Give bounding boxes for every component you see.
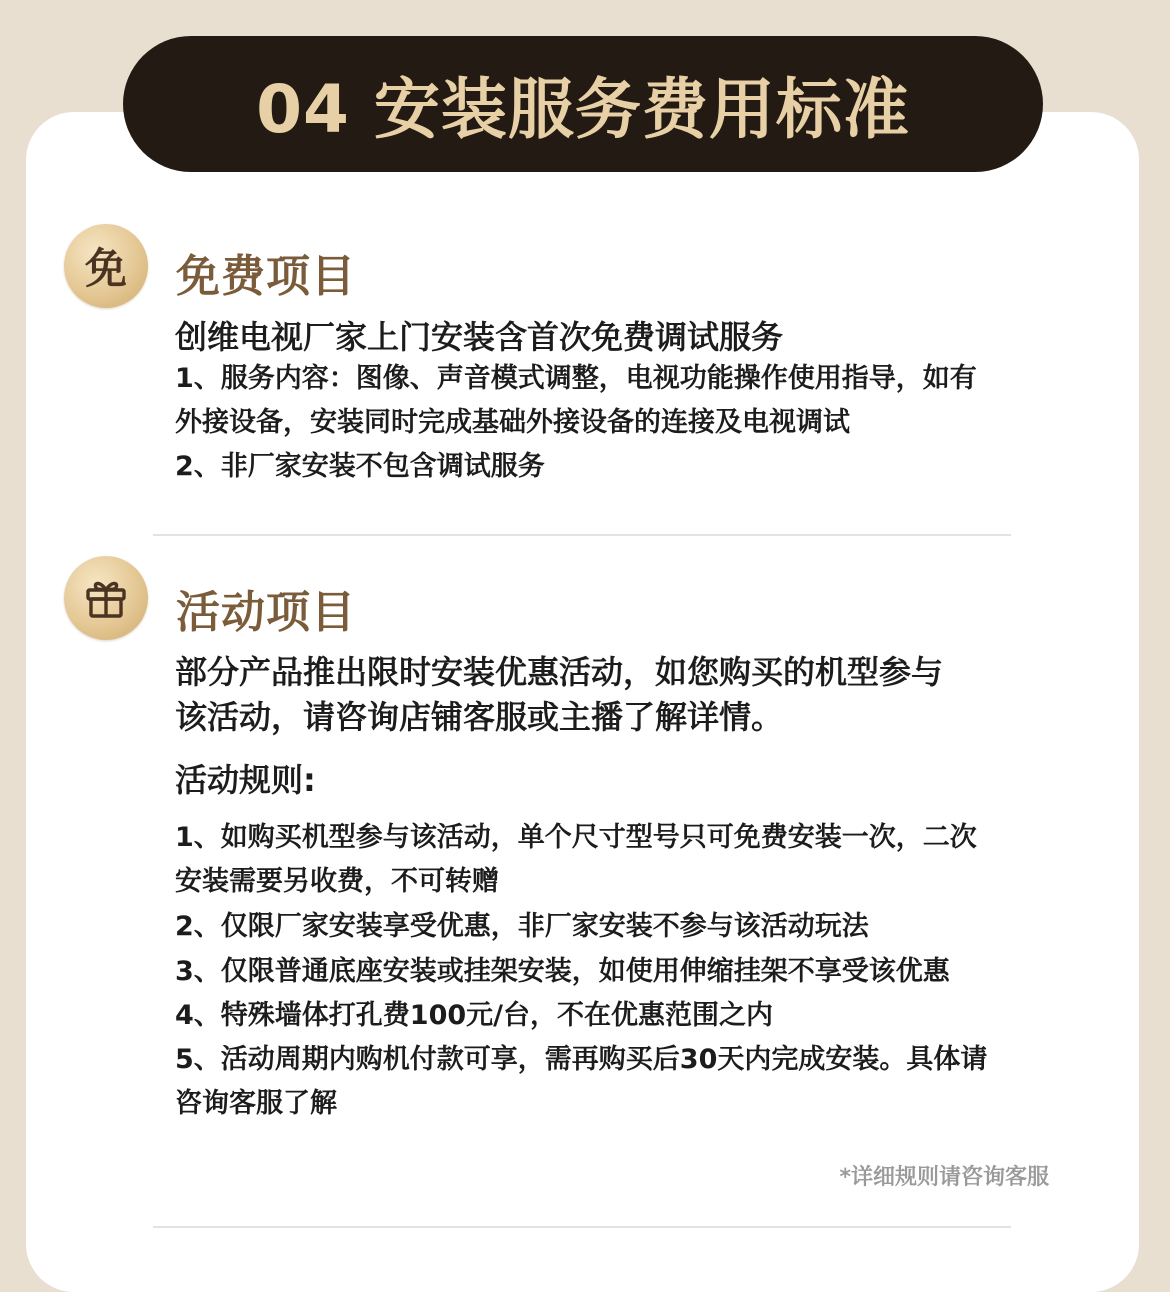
section-divider <box>153 534 1011 536</box>
rule-1-line-2: 安装需要另收费，不可转赠 <box>175 866 499 897</box>
gift-badge <box>64 556 148 640</box>
rule-3: 3、仅限普通底座安装或挂架安装，如使用伸缩挂架不享受该优惠 <box>175 956 950 987</box>
page-title: 04 安装服务费用标准 <box>256 70 910 148</box>
rule-1-line-1: 1、如购买机型参与该活动，单个尺寸型号只可免费安装一次，二次 <box>175 822 977 853</box>
rule-5-line-1: 5、活动周期内购机付款可享，需再购买后30天内完成安装。具体请 <box>175 1044 988 1075</box>
free-badge-char: 免 <box>84 244 127 293</box>
free-item-2: 2、非厂家安装不包含调试服务 <box>175 451 545 482</box>
activity-desc-line-1: 部分产品推出限时安装优惠活动，如您购买的机型参与 <box>175 653 944 691</box>
rule-4: 4、特殊墙体打孔费100元/台，不在优惠范围之内 <box>175 1000 774 1031</box>
activity-desc-line-2: 该活动，请咨询店铺客服或主播了解详情。 <box>175 698 784 736</box>
free-badge-icon <box>64 224 148 308</box>
bottom-divider <box>153 1226 1011 1228</box>
detail-rules-note: *详细规则请咨询客服 <box>839 1165 1049 1190</box>
free-item-1-line-2: 外接设备，安装同时完成基础外接设备的连接及电视调试 <box>175 407 850 438</box>
free-section-subtitle: 创维电视厂家上门安装含首次免费调试服务 <box>175 318 784 356</box>
rule-5-line-2: 咨询客服了解 <box>175 1088 337 1119</box>
gift-icon <box>83 575 129 621</box>
activity-section-title: 活动项目 <box>176 587 356 638</box>
free-section-title: 免费项目 <box>176 251 356 302</box>
rule-2: 2、仅限厂家安装享受优惠，非厂家安装不参与该活动玩法 <box>175 911 869 942</box>
title-banner <box>123 36 1043 172</box>
rules-title: 活动规则: <box>175 761 316 799</box>
free-item-1-line-1: 1、服务内容：图像、声音模式调整，电视功能操作使用指导，如有 <box>175 363 977 394</box>
